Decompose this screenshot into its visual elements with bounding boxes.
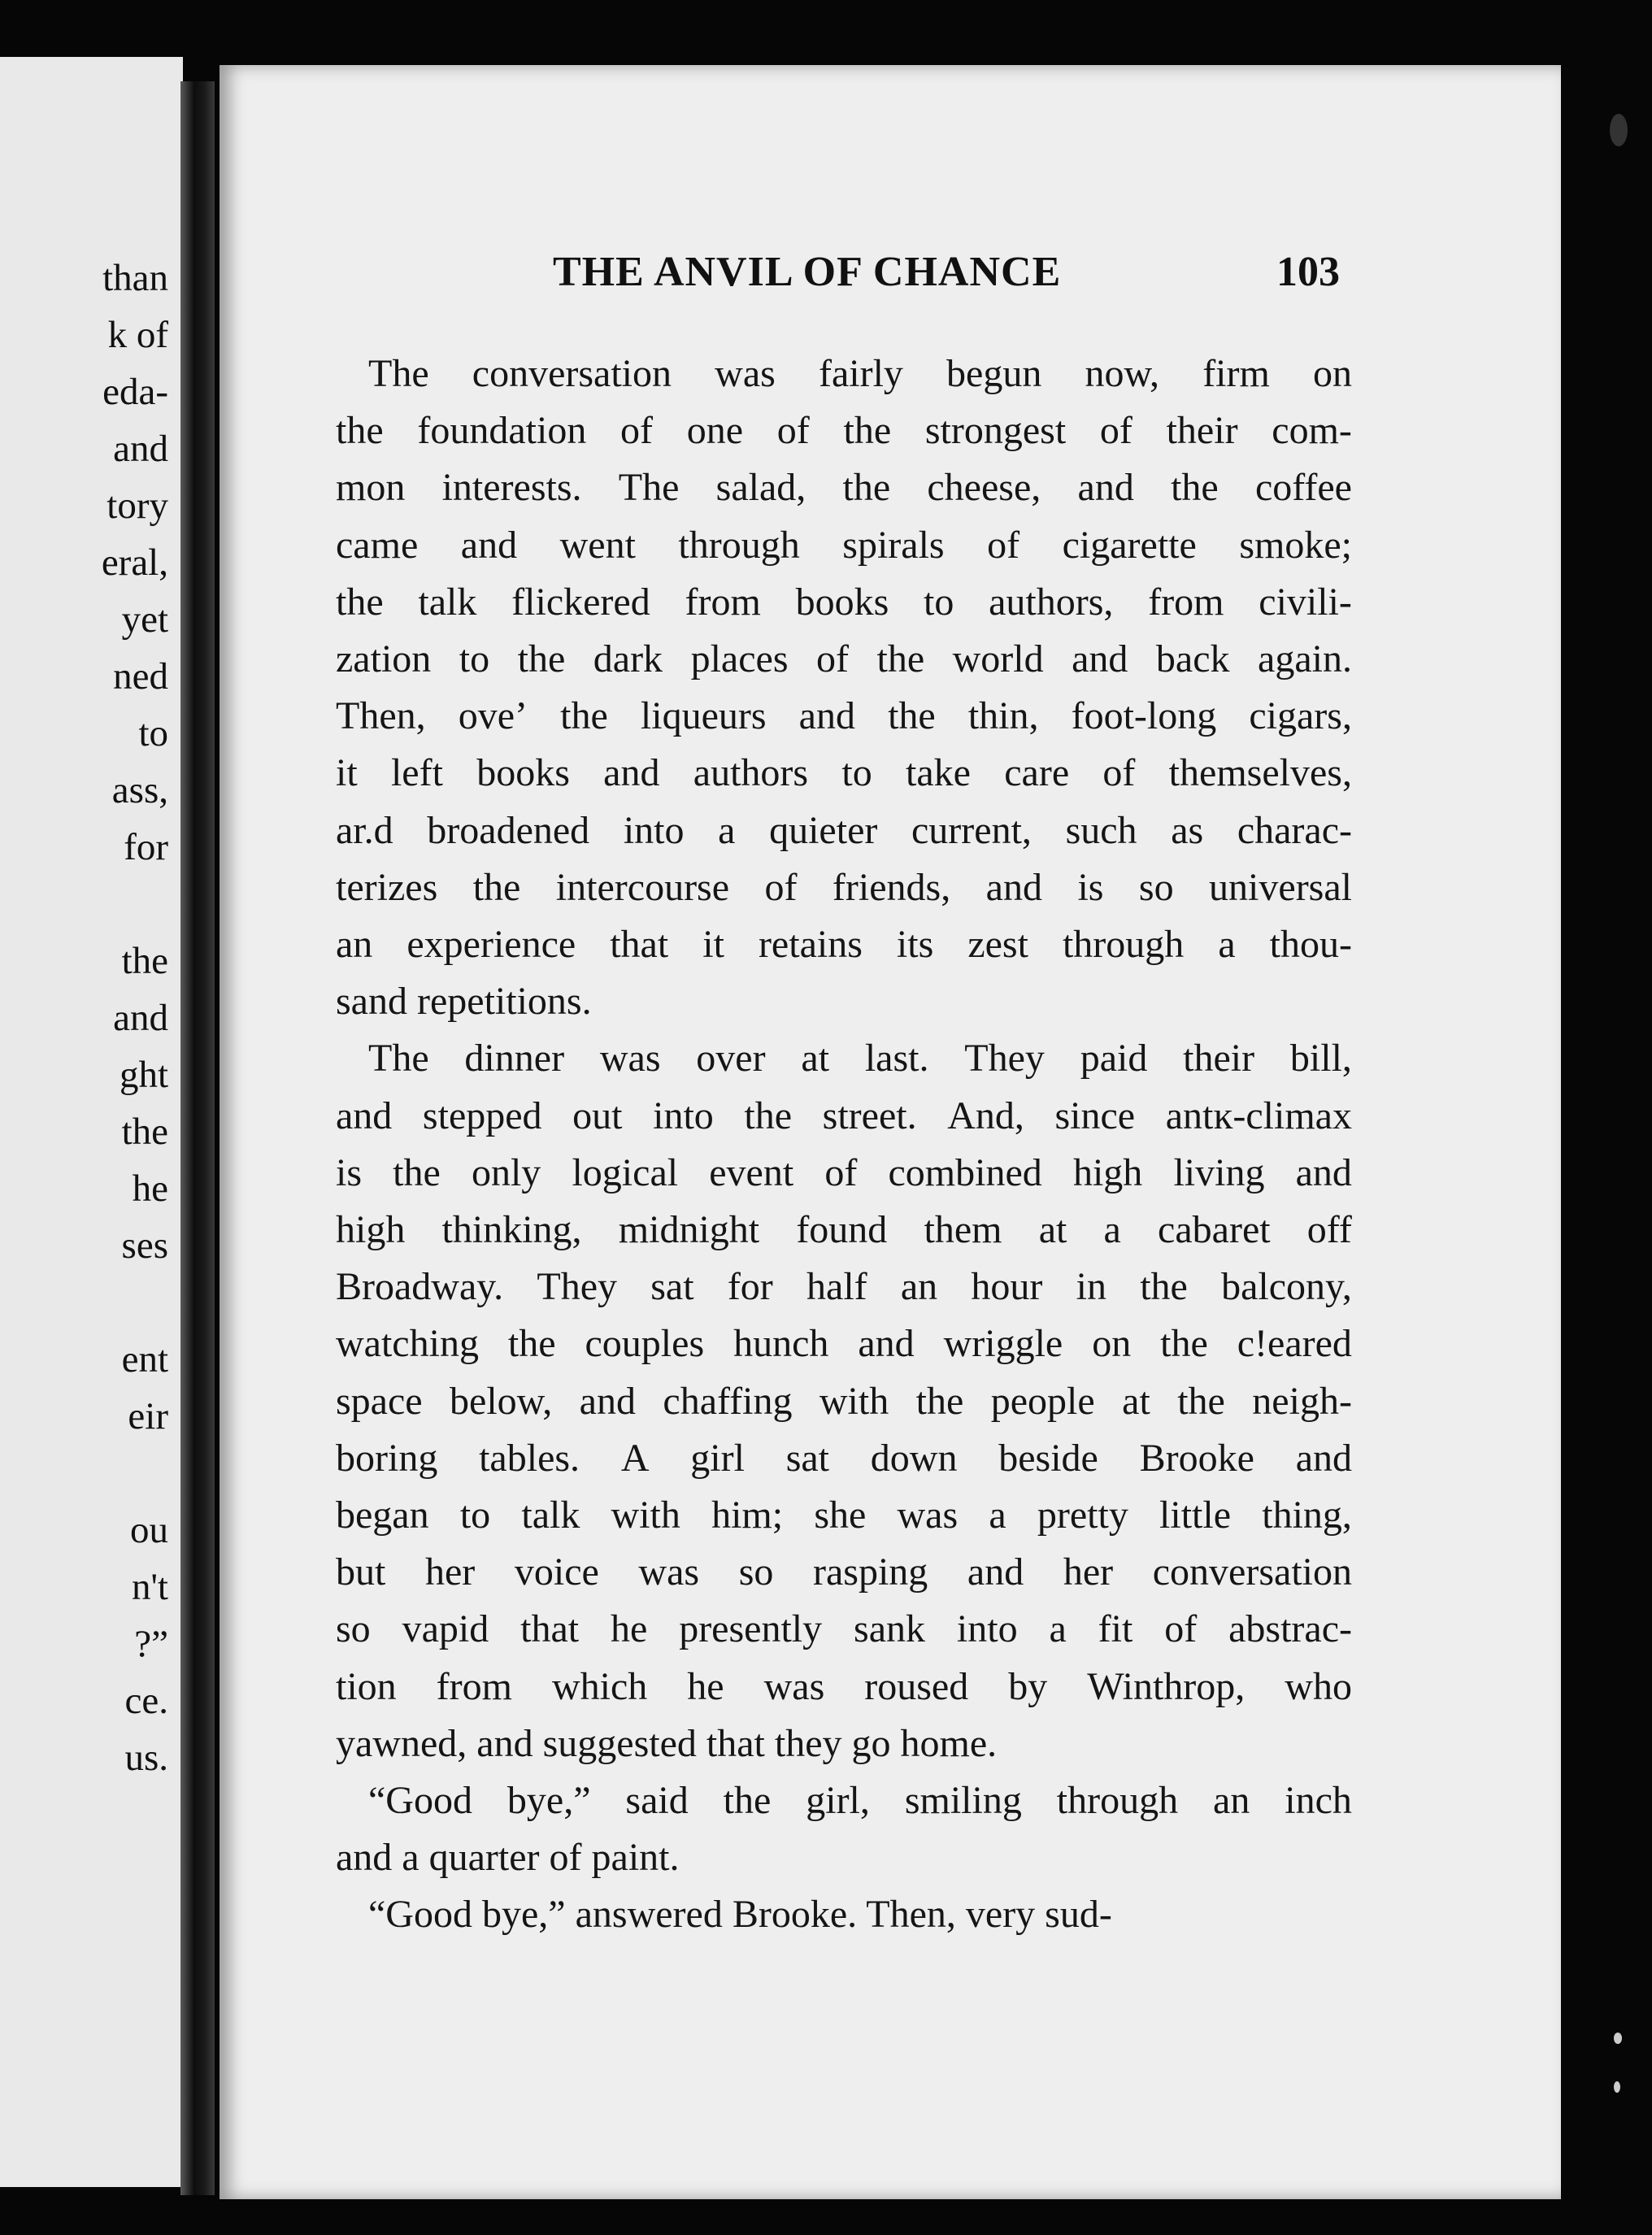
page-number: 103: [1276, 249, 1340, 295]
text-line: “Good bye,” answered Brooke. Then, very sud-: [368, 1893, 1112, 1937]
left-page-fragment: ned: [113, 655, 168, 698]
left-page-fragment: for: [124, 826, 168, 868]
text-line: mon interests. The salad, the cheese, and the coffee: [336, 466, 1352, 510]
text-line: but her voice was so rasping and her conversation: [336, 1550, 1352, 1594]
text-line: it left books and authors to take care of themselves,: [336, 751, 1352, 795]
scan-speck: [1614, 2081, 1620, 2093]
left-page-fragment: us.: [124, 1737, 168, 1779]
scan-speck: [1614, 2033, 1622, 2044]
text-line: tion from which he was roused by Winthrop, who: [336, 1664, 1352, 1708]
text-line: Broadway. They sat for half an hour in the balcony,: [336, 1265, 1352, 1309]
text-line: the talk flickered from books to authors, from civili-: [336, 580, 1352, 624]
left-page-fragment: ce.: [124, 1680, 168, 1722]
left-page-fragment: ght: [119, 1054, 168, 1096]
text-line: The conversation was fairly begun now, firm on: [368, 352, 1352, 395]
running-head-title: THE ANVIL OF CHANCE: [553, 249, 1062, 295]
text-line: so vapid that he presently sank into a fit of abstrac-: [336, 1607, 1352, 1651]
text-line: and stepped out into the street. And, since antĸ-climax: [336, 1094, 1352, 1137]
text-line: boring tables. A girl sat down beside Brooke and: [336, 1436, 1352, 1480]
text-line: sand repetitions.: [336, 980, 592, 1024]
text-line: “Good bye,” said the girl, smiling through an inch: [368, 1779, 1352, 1822]
text-line: is the only logical event of combined high living and: [336, 1150, 1352, 1194]
text-line: an experience that it retains its zest through a thou-: [336, 923, 1352, 966]
left-page-fragment: the: [121, 1111, 168, 1153]
text-line: Then, oveʼ the liqueurs and the thin, foot-long cigars,: [336, 694, 1352, 738]
left-page: [0, 57, 183, 2187]
left-page-fragment: the: [121, 940, 168, 982]
left-page-fragment: and: [113, 428, 168, 470]
left-page-fragment: than: [102, 257, 168, 299]
text-line: high thinking, midnight found them at a cabaret off: [336, 1208, 1352, 1251]
left-page-fragment: eda-: [102, 371, 168, 413]
left-page-fragment: and: [113, 997, 168, 1039]
left-page-fragment: tory: [107, 485, 168, 527]
left-page-fragment: ses: [121, 1224, 168, 1267]
left-page-fragment: k of: [107, 314, 168, 356]
text-line: the foundation of one of the strongest of their com-: [336, 409, 1352, 453]
main-page: [220, 65, 1561, 2199]
left-page-fragment: ou: [130, 1509, 168, 1551]
book-gutter: [180, 81, 215, 2195]
left-page-fragment: to: [138, 712, 168, 754]
text-line: The dinner was over at last. They paid their bill,: [368, 1037, 1352, 1081]
text-line: watching the couples hunch and wriggle on the c!eared: [336, 1322, 1352, 1366]
left-page-fragment: ?”: [134, 1623, 168, 1665]
text-line: ar.d broadened into a quieter current, such as charac-: [336, 808, 1352, 852]
left-page-fragment: ent: [121, 1338, 168, 1381]
left-page-fragment: eir: [128, 1395, 168, 1437]
running-head: [220, 248, 1561, 305]
text-line: terizes the intercourse of friends, and is so universal: [336, 865, 1352, 909]
text-line: zation to the dark places of the world and back again.: [336, 637, 1352, 681]
text-line: began to talk with him; she was a pretty little thing,: [336, 1494, 1352, 1537]
scan-speck: [1610, 114, 1628, 146]
text-line: space below, and chaffing with the people at the neigh-: [336, 1379, 1352, 1423]
left-page-fragment: ass,: [111, 769, 168, 811]
text-line: came and went through spirals of cigarette smoke;: [336, 523, 1352, 567]
left-page-fragment: n't: [131, 1566, 168, 1608]
text-line: and a quarter of paint.: [336, 1836, 680, 1880]
left-page-fragment: yet: [121, 598, 168, 641]
left-page-fragment: he: [132, 1168, 168, 1210]
text-line: yawned, and suggested that they go home.: [336, 1721, 998, 1765]
left-page-fragment: eral,: [101, 541, 168, 584]
